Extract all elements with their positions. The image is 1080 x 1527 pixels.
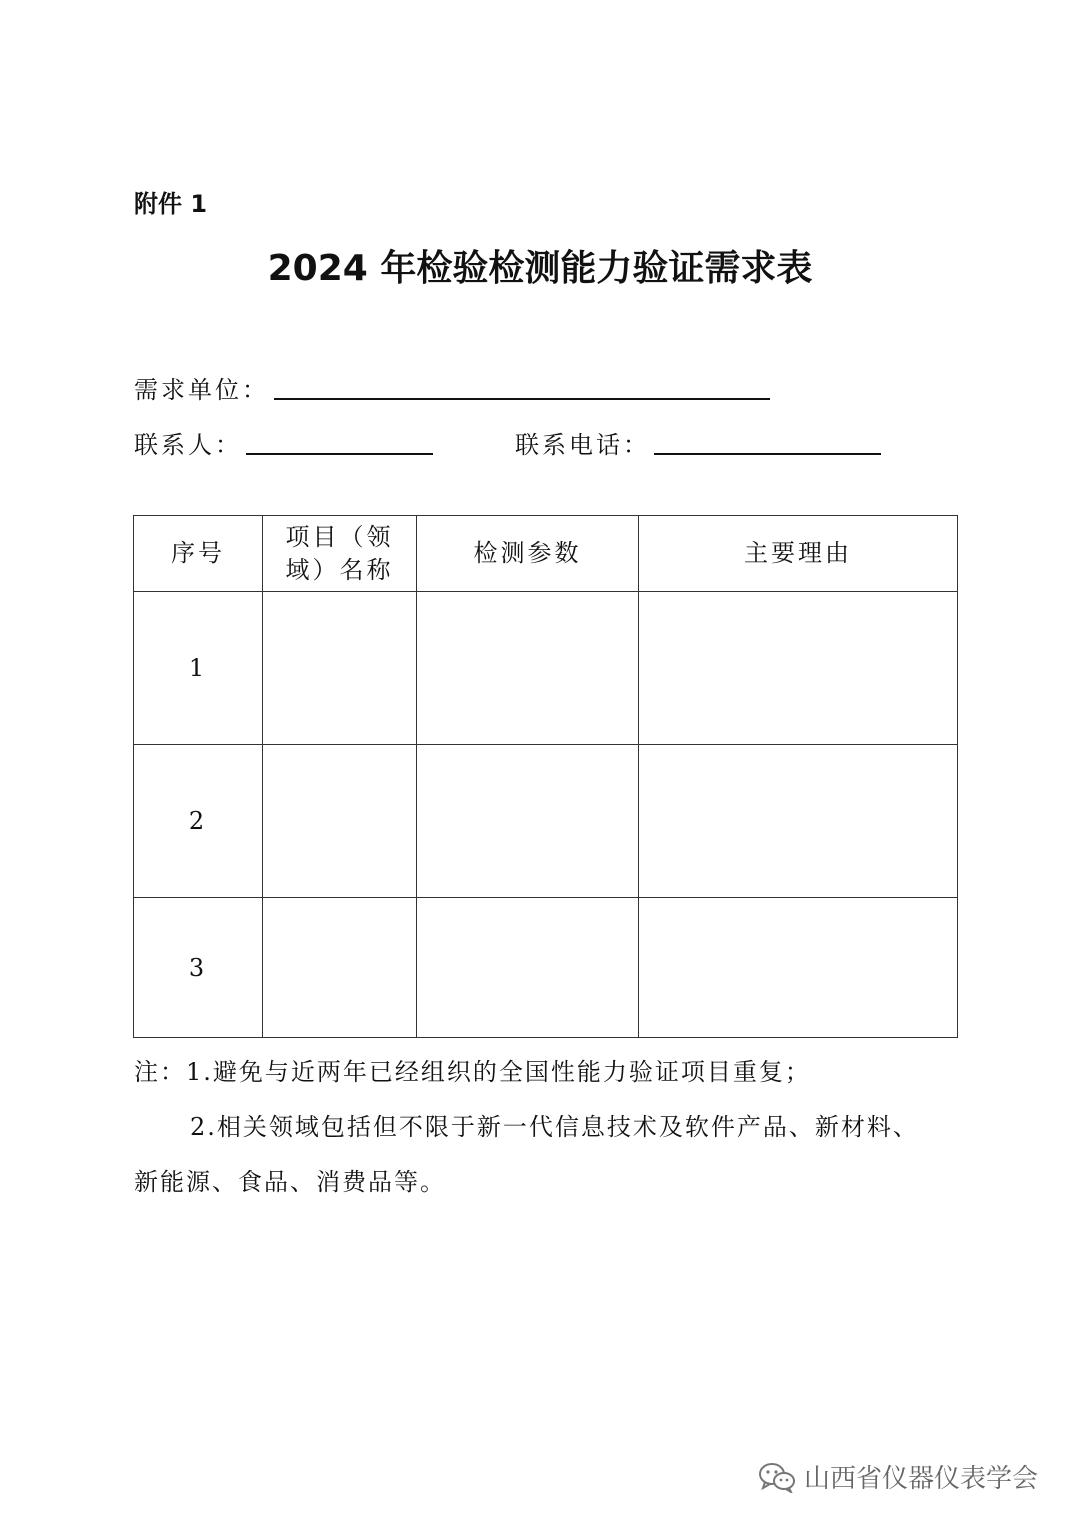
table-row — [134, 898, 958, 1038]
row-test-params[interactable] — [417, 898, 639, 1038]
header-main-reason: 主要理由 — [639, 516, 958, 592]
demand-unit-line[interactable] — [274, 398, 770, 400]
watermark-text: 山西省仪器仪表学会 — [804, 1464, 1039, 1494]
row-main-reason[interactable] — [639, 592, 958, 745]
contact-person-label: 联系人： — [134, 431, 242, 459]
note-line-3: 新能源、食品、消费品等。 — [134, 1168, 446, 1196]
note-line-1: 注：1.避免与近两年已经组织的全国性能力验证项目重复； — [134, 1058, 811, 1086]
row-project-name[interactable] — [263, 745, 417, 898]
header-test-params: 检测参数 — [417, 516, 639, 592]
watermark — [758, 1458, 1038, 1495]
contact-phone-label: 联系电话： — [515, 431, 650, 459]
demand-table — [133, 515, 958, 1038]
row-project-name[interactable] — [263, 592, 417, 745]
row-number: 2 — [134, 745, 263, 898]
row-main-reason[interactable] — [639, 898, 958, 1038]
row-number: 3 — [134, 898, 263, 1038]
table-row — [134, 745, 958, 898]
row-project-name[interactable] — [263, 898, 417, 1038]
contact-person-line[interactable] — [246, 453, 433, 455]
note-line-2: 2.相关领域包括但不限于新一代信息技术及软件产品、新材料、 — [190, 1113, 919, 1141]
demand-unit-label: 需求单位： — [134, 376, 269, 404]
row-number: 1 — [134, 592, 263, 745]
row-test-params[interactable] — [417, 745, 639, 898]
row-main-reason[interactable] — [639, 745, 958, 898]
attachment-label: 附件 1 — [134, 190, 208, 218]
header-project-name: 项目（领域）名称 — [263, 516, 417, 592]
row-test-params[interactable] — [417, 592, 639, 745]
page-title: 2024 年检验检测能力验证需求表 — [267, 248, 813, 289]
table-header-row — [134, 516, 958, 592]
contact-phone-line[interactable] — [654, 453, 881, 455]
table-row — [134, 592, 958, 745]
header-number: 序号 — [134, 516, 263, 592]
wechat-icon — [758, 1461, 796, 1493]
